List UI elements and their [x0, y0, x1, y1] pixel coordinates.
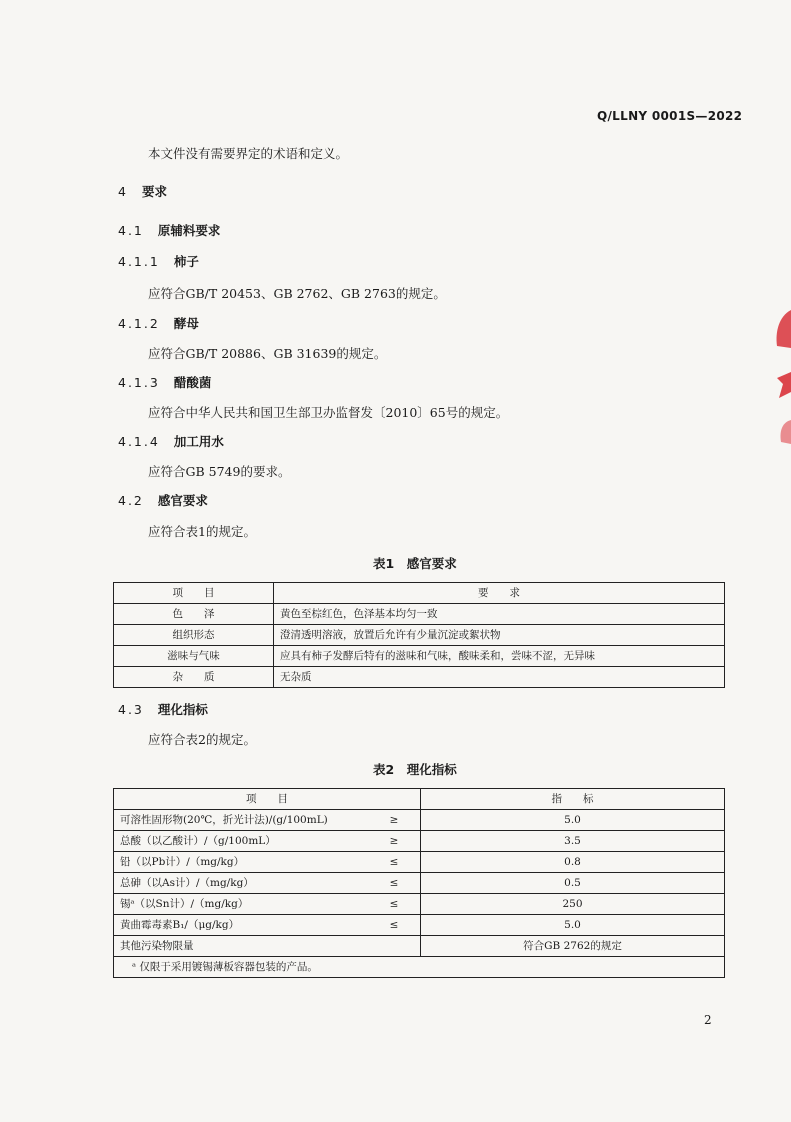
- table-cell: ≥: [368, 810, 421, 831]
- table-cell: 铅（以Pb计）/（mg/kg）: [114, 852, 369, 873]
- page-number: 2: [704, 1013, 712, 1027]
- table-row: [114, 936, 725, 957]
- table-row: [114, 667, 725, 688]
- table-cell: 应具有柿子发酵后特有的滋味和气味，酸味柔和，尝味不涩，无异味: [274, 646, 725, 667]
- table-cell: 黄色至棕红色，色泽基本均匀一致: [274, 604, 725, 625]
- heading-number: 4.1.3: [118, 375, 160, 390]
- heading-number: 4.1: [118, 223, 144, 238]
- table-cell: 0.8: [421, 852, 725, 873]
- seal-stamp-fragment: [769, 302, 791, 462]
- table-cell: 符合GB 2762的规定: [421, 936, 725, 957]
- heading-number: 4.3: [118, 702, 144, 717]
- table-row: [114, 625, 725, 646]
- table-cell: 黄曲霉毒素B₁/（μg/kg）: [114, 915, 369, 936]
- heading-4-1-1: [118, 252, 199, 270]
- table-cell: ≤: [368, 873, 421, 894]
- table-cell: 杂 质: [114, 667, 274, 688]
- heading-title: 酵母: [173, 316, 199, 331]
- heading-4-1-4: [118, 432, 224, 450]
- heading-title: 柿子: [173, 254, 199, 269]
- table-row: [114, 810, 725, 831]
- table-cell: 组织形态: [114, 625, 274, 646]
- table-cell: 0.5: [421, 873, 725, 894]
- heading-title: 感官要求: [157, 493, 208, 508]
- heading-number: 4.1.1: [118, 254, 160, 269]
- table-header-row: [114, 583, 725, 604]
- table-row: [114, 831, 725, 852]
- table-cell: 总酸（以乙酸计）/（g/100mL）: [114, 831, 369, 852]
- paragraph: 应符合中华人民共和国卫生部卫办监督发〔2010〕65号的规定。: [148, 405, 509, 420]
- table2-caption: 表2 理化指标: [373, 762, 457, 777]
- heading-title: 加工用水: [173, 434, 224, 449]
- heading-number: 4.1.4: [118, 434, 160, 449]
- table-cell: 5.0: [421, 915, 725, 936]
- table-cell: 250: [421, 894, 725, 915]
- table1: [113, 582, 725, 688]
- heading-4: [118, 182, 167, 200]
- table2: [113, 788, 725, 978]
- paragraph: 应符合GB/T 20453、GB 2762、GB 2763的规定。: [148, 286, 446, 301]
- table-footnote-row: [114, 957, 725, 978]
- heading-title: 理化指标: [157, 702, 208, 717]
- table-row: [114, 852, 725, 873]
- heading-title: 醋酸菌: [173, 375, 212, 390]
- table-header-cell: 要 求: [274, 583, 725, 604]
- heading-number: 4.1.2: [118, 316, 160, 331]
- paragraph: 应符合表1的规定。: [148, 524, 256, 539]
- table-cell: 无杂质: [274, 667, 725, 688]
- heading-4-1: [118, 221, 220, 239]
- table-cell: 锡ᵃ（以Sn计）/（mg/kg）: [114, 894, 369, 915]
- table-header-row: [114, 789, 725, 810]
- table1-caption: 表1 感官要求: [373, 556, 457, 571]
- table-cell: 色 泽: [114, 604, 274, 625]
- paragraph: 应符合GB/T 20886、GB 31639的规定。: [148, 346, 387, 361]
- heading-4-2: [118, 491, 208, 509]
- document-header: Q/LLNY 0001S—2022: [597, 109, 743, 123]
- heading-title: 要求: [141, 184, 167, 199]
- table-cell: ≤: [368, 852, 421, 873]
- table-cell: ≤: [368, 894, 421, 915]
- table-cell: [368, 936, 421, 957]
- intro-text: 本文件没有需要界定的术语和定义。: [148, 146, 349, 161]
- table-cell: 总砷（以As计）/（mg/kg）: [114, 873, 369, 894]
- heading-title: 原辅料要求: [157, 223, 221, 238]
- table-row: [114, 646, 725, 667]
- table-row: [114, 873, 725, 894]
- table-header-cell: 指 标: [421, 789, 725, 810]
- table-row: [114, 915, 725, 936]
- table-cell: 可溶性固形物(20℃，折光计法)/(g/100mL): [114, 810, 369, 831]
- table-cell: 5.0: [421, 810, 725, 831]
- table-header-cell: 项 目: [114, 789, 421, 810]
- table-header-cell: 项 目: [114, 583, 274, 604]
- heading-number: 4.2: [118, 493, 144, 508]
- heading-4-3: [118, 700, 208, 718]
- table-row: [114, 894, 725, 915]
- table-cell: 澄清透明溶液，放置后允许有少量沉淀或絮状物: [274, 625, 725, 646]
- paragraph: 应符合表2的规定。: [148, 732, 256, 747]
- heading-4-1-3: [118, 373, 211, 391]
- heading-4-1-2: [118, 314, 199, 332]
- table-footnote: ᵃ 仅限于采用镀锡薄板容器包装的产品。: [114, 957, 725, 978]
- paragraph: 应符合GB 5749的要求。: [148, 464, 291, 479]
- table-cell: ≥: [368, 831, 421, 852]
- table-cell: 3.5: [421, 831, 725, 852]
- table-cell: ≤: [368, 915, 421, 936]
- table-cell: 其他污染物限量: [114, 936, 369, 957]
- heading-number: 4: [118, 184, 128, 199]
- table-row: [114, 604, 725, 625]
- table-cell: 滋味与气味: [114, 646, 274, 667]
